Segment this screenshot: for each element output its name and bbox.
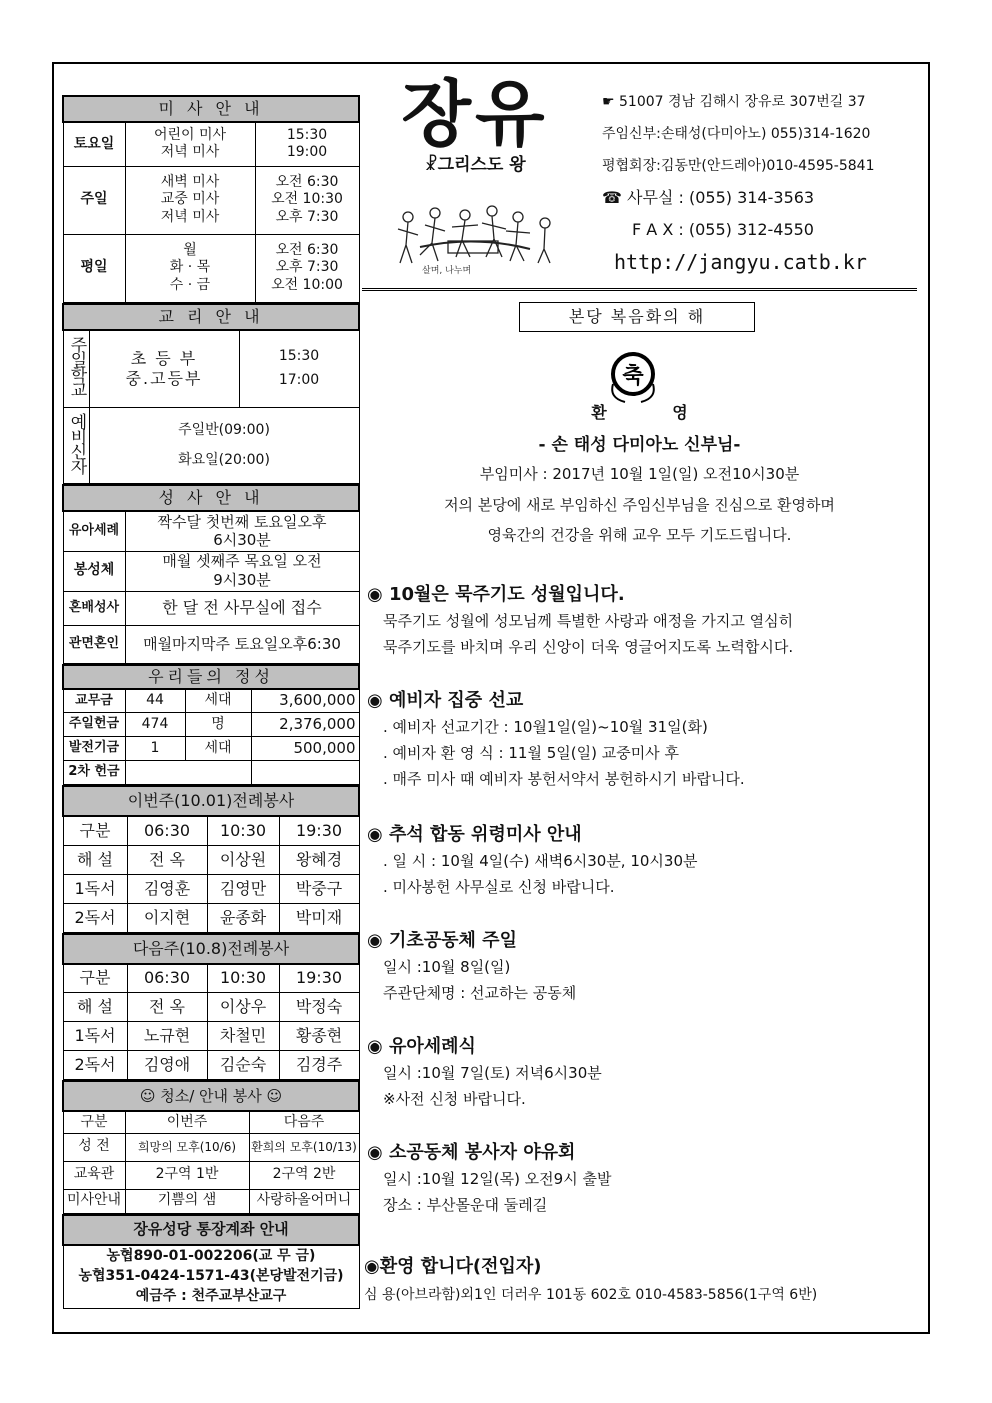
notice-title: ◉ 예비자 집중 선교 [367,690,524,711]
mass-name: 새벽 미사 [160,173,220,190]
offering-count: 44 [125,689,185,713]
sacrament-name: 봉성체 [63,551,125,591]
notice-title: ◉ 10월은 묵주기도 성월입니다. [367,584,625,605]
offering-count [125,761,251,785]
chi-rho-icon: ☧ [424,155,438,175]
catechism-group: 중.고등부 [125,368,203,388]
parish-info [602,86,922,278]
notice-infant-baptism [367,1034,922,1112]
liturgy-col: 19:30 [279,964,359,993]
offering-name: 발전기금 [63,737,125,761]
mass-time: 19:00 [286,144,328,161]
catechism-time: 15:30 [278,347,320,364]
offering-count: 474 [125,713,185,737]
mass-time: 오전 6:30 [275,173,339,190]
liturgy-role: 해 설 [63,993,127,1022]
liturgy-person: 전 옥 [127,993,207,1022]
catechism-group: 초 등 부 [130,348,198,368]
website-link[interactable]: http://jangyu.catb.kr [614,250,867,274]
cleaning-col: 이번주 [125,1111,249,1133]
sacrament-name: 혼배성사 [63,591,125,625]
liturgy-role: 2독서 [63,1051,127,1080]
account-line: 농협890-01-002206(교 무 금) [106,1248,316,1265]
liturgy-person: 김영만 [207,874,279,903]
catechumen-label: 예비신자 [63,408,89,484]
cleaning-group: 2구역 1반 [125,1161,249,1189]
liturgy-col: 06:30 [127,964,207,993]
sacraments-header: 성 사 안 내 [63,485,359,511]
liturgy-col: 06:30 [127,816,207,845]
catechumen-time: 주일반(09:00) [178,422,270,439]
liturgy-person: 차철민 [207,1022,279,1051]
notice-line: 일시 :10월 8일(일) [383,958,511,976]
notice-line: ※사전 신청 바랍니다. [383,1090,526,1108]
council-line: 평협회장:김동만(안드레아)010-4595-5841 [602,158,875,174]
notice-line: 묵주기도를 바치며 우리 신앙이 더욱 영글어지도록 노력합시다. [383,638,794,656]
mass-time: 오후 7:30 [275,259,339,276]
mass-name: 저녁 미사 [160,208,220,225]
offering-unit: 세대 [185,689,251,713]
offering-count: 1 [125,737,185,761]
notice-title: ◉ 소공동체 봉사자 야유회 [367,1142,576,1163]
offering-amount: 3,600,000 [251,689,359,713]
cleaning-group: 기쁨의 샘 [125,1189,249,1213]
offering-amount: 2,376,000 [251,713,359,737]
mass-time: 오전 10:30 [271,191,343,208]
masthead [390,71,560,175]
account-table [62,1214,360,1310]
cleaning-group: 사랑하올어머니 [249,1189,359,1213]
liturgy-col: 19:30 [279,816,359,845]
notice-mission [367,688,922,792]
liturgy-this-header: 이번주(10.01)전례봉사 [63,786,359,816]
liturgy-col: 10:30 [207,964,279,993]
mass-time: 오전 10:00 [271,276,343,293]
hand-pointer-icon: ☛ [602,94,615,110]
mass-time: 오후 7:30 [275,208,339,225]
welcome-line: 저의 본당에 새로 부임하신 주임신부님을 진심으로 환영하며 [444,496,835,514]
emblem-char: 축 [622,364,644,389]
mass-name: 교중 미사 [160,191,220,208]
community-illustration [390,205,560,285]
sacrament-value: 한 달 전 사무실에 접수 [125,591,359,625]
liturgy-role: 해 설 [63,845,127,874]
liturgy-this-table [62,785,360,933]
offering-name: 주일헌금 [63,713,125,737]
cleaning-group: 2구역 2반 [249,1161,359,1189]
catechism-header: 교 리 안 내 [63,304,359,330]
notice-line: . 일 시 : 10월 4일(수) 새벽6시30분, 10시30분 [383,852,698,870]
mass-name: 저녁 미사 [160,144,220,161]
sacraments-table [62,484,360,664]
mass-name: 월 [183,241,197,258]
cleaning-group: 환희의 모후(10/13) [249,1133,359,1161]
welcome-head: 환 영 [591,403,688,422]
mass-day: 주일 [63,166,125,234]
cleaning-area: 미사안내 [63,1189,125,1213]
mass-name: 수 · 금 [169,276,211,293]
notice-line: 묵주기도 성월에 성모님께 특별한 사랑과 애정을 가지고 열심히 [383,612,794,630]
liturgy-person: 박정숙 [279,993,359,1022]
office-phone: 사무실 : (055) 314-3563 [627,188,815,207]
left-column [62,95,360,1309]
notice-title: ◉ 추석 합동 위령미사 안내 [367,824,582,845]
offering-name: 교무금 [63,689,125,713]
notice-volunteer-picnic [367,1140,922,1218]
liturgy-person: 노규현 [127,1022,207,1051]
liturgy-role: 1독서 [63,874,127,903]
celebration-emblem [605,348,661,404]
offerings-header: 우리들의 정성 [63,665,359,689]
liturgy-person: 황종현 [279,1022,359,1051]
offering-name: 2차 헌금 [63,761,125,785]
header-divider [362,288,917,291]
notice-title: ◉ 유아세례식 [367,1036,476,1057]
notice-line: 심 용(아브라함)외1인 더러우 101동 602호 010-4583-5856(1구역 6반) [364,1287,818,1303]
mass-day: 평일 [63,234,125,302]
mass-day: 토요일 [63,122,125,166]
notice-line: . 미사봉헌 사무실로 신청 바랍니다. [383,878,615,896]
liturgy-person: 박중구 [279,874,359,903]
cleaning-col: 구분 [63,1111,125,1133]
notice-community-sunday [367,928,922,1006]
notice-line: . 예비자 환 영 식 : 11월 5일(일) 교중미사 후 [383,744,679,762]
offering-amount [251,761,359,785]
offerings-table [62,664,360,786]
liturgy-person: 이상우 [207,993,279,1022]
fax-line: F A X : (055) 312-4550 [632,220,814,239]
offering-unit: 명 [185,713,251,737]
masthead-subtitle: 그리스도 왕 [437,155,526,175]
notice-line: 일시 :10월 7일(토) 저녁6시30분 [383,1064,602,1082]
liturgy-person: 왕혜경 [279,845,359,874]
illustration-caption: 살며, 나누며 [422,266,472,276]
mass-header: 미 사 안 내 [63,96,359,122]
catechism-table [62,303,360,485]
liturgy-next-header: 다음주(10.8)전례봉사 [63,934,359,964]
year-theme-box: 본당 복음화의 해 [519,302,755,332]
cleaning-col: 다음주 [249,1111,359,1133]
mass-table [62,95,360,303]
cleaning-table [62,1080,360,1214]
mass-time: 오전 6:30 [275,241,339,258]
offering-unit: 세대 [185,737,251,761]
notice-rosary [367,582,922,660]
sunday-school-label: 주일학교 [63,330,89,408]
notice-line: . 예비자 선교기간 : 10월1일(일)~10월 31일(화) [383,718,708,736]
liturgy-person: 김영애 [127,1051,207,1080]
sacrament-name: 관면혼인 [63,625,125,663]
cleaning-area: 교육관 [63,1161,125,1189]
liturgy-person: 박미재 [279,903,359,932]
sacrament-name: 유아세례 [63,511,125,551]
masthead-title: 장유 [401,71,549,156]
liturgy-col: 구분 [63,964,127,993]
liturgy-person: 윤종화 [207,903,279,932]
welcome-name: - 손 태성 다미아노 신부님- [538,435,741,455]
sacrament-value: 매월마지막주 토요일오후6:30 [125,625,359,663]
cleaning-area: 성 전 [63,1133,125,1161]
mass-name: 어린이 미사 [153,126,227,143]
liturgy-col: 구분 [63,816,127,845]
notice-title: ◉환영 합니다(전입자) [364,1256,542,1277]
notice-line: . 매주 미사 때 예비자 봉헌서약서 봉헌하시기 바랍니다. [383,770,745,788]
phone-icon: ☎ [602,188,622,207]
cleaning-header: ☺ 청소/ 안내 봉사 ☺ [63,1081,359,1111]
welcome-line: 영육간의 건강을 위해 교우 모두 기도드립니다. [487,526,792,544]
notice-newcomers [364,1254,919,1308]
account-line: 예금주 : 천주교부산교구 [135,1287,287,1304]
notice-line: 일시 :10월 12일(목) 오전9시 출발 [383,1170,612,1188]
notice-line: 주관단체명 : 선교하는 공동체 [383,984,577,1002]
liturgy-role: 1독서 [63,1022,127,1051]
liturgy-next-table [62,933,360,1081]
sacrament-value: 매월 셋째주 목요일 오전9시30분 [125,551,359,591]
mass-time: 15:30 [286,126,328,143]
account-line: 농협351-0424-1571-43(본당발전기금) [78,1267,344,1284]
catechumen-time: 화요일(20:00) [178,451,270,468]
liturgy-person: 이상원 [207,845,279,874]
account-header: 장유성당 통장계좌 안내 [63,1215,359,1245]
liturgy-col: 10:30 [207,816,279,845]
liturgy-person: 김순숙 [207,1051,279,1080]
notice-title: ◉ 기초공동체 주일 [367,930,517,951]
notice-memorial-mass [367,822,922,900]
sacrament-value: 짝수달 첫번째 토요일오후6시30분 [125,511,359,551]
liturgy-person: 이지현 [127,903,207,932]
notice-line: 장소 : 부산몰운대 둘레길 [383,1196,548,1214]
mass-name: 화 · 목 [169,259,211,276]
address: 51007 경남 김해시 장유로 307번길 37 [619,94,866,110]
catechism-time: 17:00 [278,371,320,388]
liturgy-person: 김경주 [279,1051,359,1080]
offering-amount: 500,000 [251,737,359,761]
pastor-line: 주임신부:손태성(다미아노) 055)314-1620 [602,126,871,142]
welcome-mass: 부임미사 : 2017년 10월 1일(일) 오전10시30분 [479,465,800,483]
liturgy-person: 김영훈 [127,874,207,903]
liturgy-person: 전 옥 [127,845,207,874]
liturgy-role: 2독서 [63,903,127,932]
cleaning-group: 희망의 모후(10/6) [125,1133,249,1161]
